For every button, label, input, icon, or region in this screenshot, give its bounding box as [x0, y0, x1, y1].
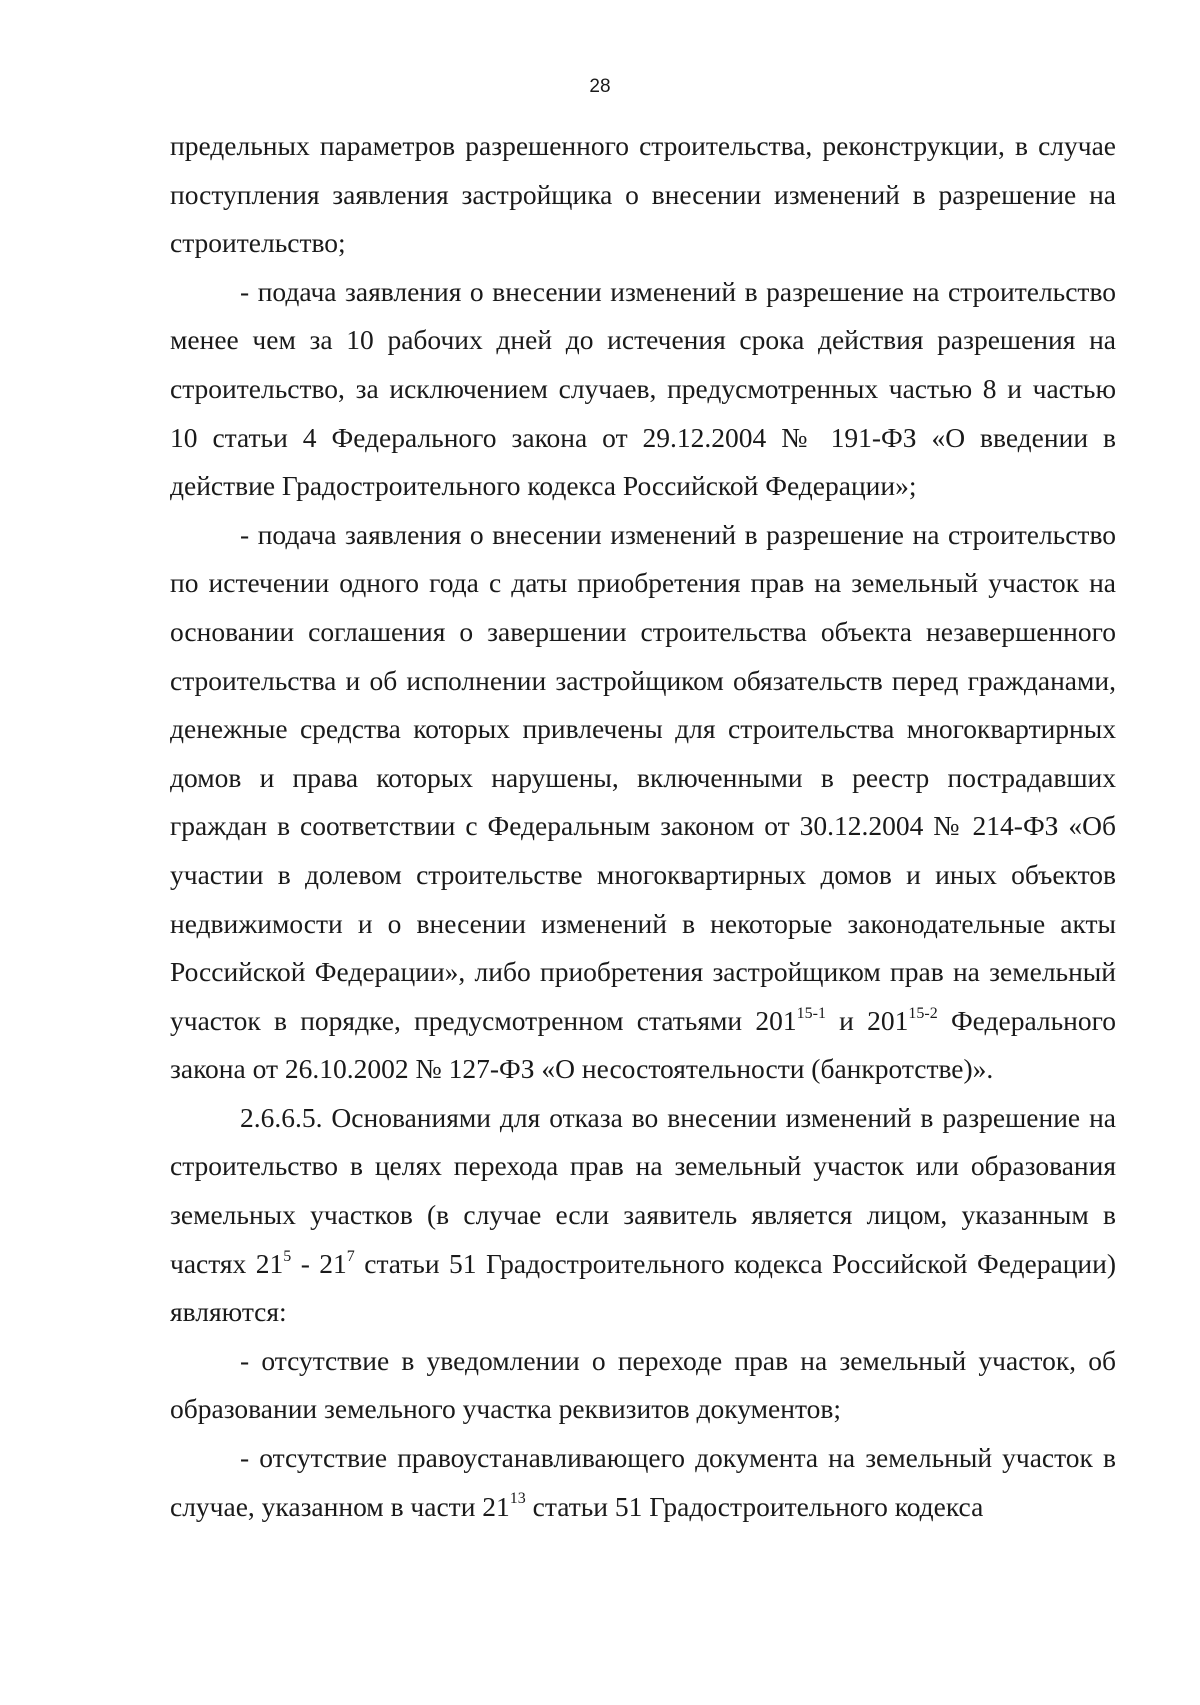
- superscript: 13: [509, 1490, 526, 1508]
- paragraph-text: - 21: [291, 1247, 347, 1279]
- paragraph-text: - отсутствие в уведомлении о переходе прав на земельный участок, об образовании земельного участка реквизитов документов;: [170, 1344, 1116, 1425]
- paragraph-5: [170, 1337, 1116, 1434]
- paragraph-text: - подача заявления о внесении изменений в разрешение на строительство по истечении одного года с даты приобретения прав на земельный участок на основании соглашения о завершении строительства объекта незавершенного строительства и об исполнении застройщиком обязательств перед гражданами, денежные средства которых привлечены для строительства многоквартирных домов и права которых нарушены, включенными в реестр пострадавших граждан в соответствии с Федеральным законом от 30.12.2004 № 214-ФЗ «Об участии в долевом строительстве многоквартирных домов и иных объектов недвижимости и о внесении изменений в некоторые законодательные акты Российской Федерации», либо приобретения застройщиком прав на земельный участок в порядке, предусмотренном статьями 201: [170, 518, 1116, 1036]
- page-number: 28: [589, 76, 611, 97]
- paragraph-6: [170, 1434, 1116, 1531]
- paragraph-text: и 201: [825, 1004, 909, 1036]
- superscript: 15-1: [796, 1004, 826, 1022]
- document-body: [170, 122, 1116, 1531]
- paragraph-4: [170, 1094, 1116, 1337]
- paragraph-text: статьи 51 Градостроительного кодекса: [525, 1490, 984, 1522]
- superscript: 15-2: [908, 1004, 938, 1022]
- paragraph-text: 2.6.6.5. Основаниями для отказа во внесении изменений в разрешение на строительство в целях перехода прав на земельный участок или образования земельных участков (в случае если заявитель является лицом, указанным в частях 21: [170, 1101, 1116, 1279]
- superscript: 7: [346, 1247, 355, 1265]
- paragraph-text: предельных параметров разрешенного строительства, реконструкции, в случае поступления заявления застройщика о внесении изменений в разрешение на строительство;: [170, 130, 1116, 259]
- superscript: 5: [283, 1247, 292, 1265]
- paragraph-text: статьи 51 Градостроительного кодекса Российской Федерации) являются:: [170, 1247, 1116, 1328]
- paragraph-text: - подача заявления о внесении изменений в разрешение на строительство менее чем за 10 рабочих дней до истечения срока действия разрешения на строительство, за исключением случаев, предусмотренных частью 8 и частью 10 статьи 4 Федерального закона от 29.12.2004 № 191-ФЗ «О введении в действие Градостроительного кодекса Российской Федерации»;: [170, 275, 1116, 502]
- paragraph-1: [170, 122, 1116, 268]
- paragraph-3: [170, 511, 1116, 1094]
- paragraph-2: [170, 268, 1116, 511]
- paragraph-text: Федерального закона от 26.10.2002 № 127-ФЗ «О несостоятельности (банкротстве)».: [170, 1004, 1116, 1085]
- paragraph-text: - отсутствие правоустанавливающего документа на земельный участок в случае, указанном в части 21: [170, 1442, 1116, 1522]
